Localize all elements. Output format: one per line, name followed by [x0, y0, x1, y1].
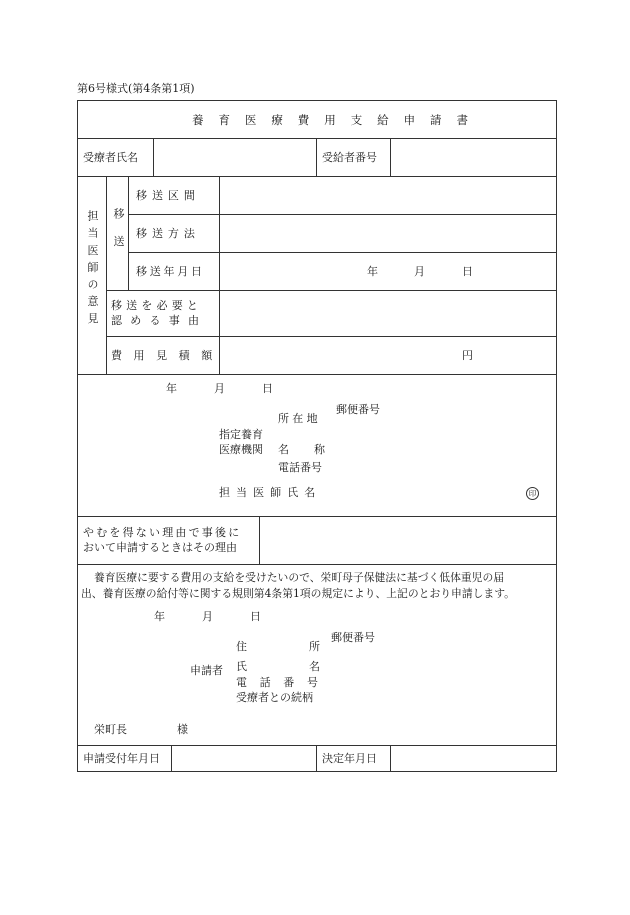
- rule-late-reason: [77, 564, 557, 565]
- institution-name-label-b: 称: [314, 443, 325, 456]
- application-year: 年: [154, 610, 165, 623]
- transport-date-year: 年: [367, 265, 378, 278]
- application-text-line1: 養育医療に要する費用の支給を受けたいので、栄町母子保健法に基づく低体重児の届: [94, 571, 505, 584]
- application-text-line2: 出、養育医療の給付等に関する規則第4条第1項の規定により、上記のとおり申請します。: [81, 587, 515, 600]
- vline-name-3: [390, 138, 391, 176]
- vline-transport: [128, 176, 129, 290]
- rule-section: [128, 214, 557, 215]
- transport-date-label: 移送年月日: [136, 265, 205, 278]
- cost-unit: 円: [462, 349, 473, 362]
- decision-date-label: 決定年月日: [322, 752, 377, 765]
- addressee-honorific: 様: [177, 723, 188, 736]
- application-month: 月: [202, 610, 213, 623]
- transport-method-label: 移送方法: [136, 227, 200, 240]
- recipient-number-field[interactable]: [394, 142, 552, 172]
- institution-month: 月: [214, 382, 225, 395]
- reason-field[interactable]: [223, 294, 553, 332]
- applicant-address-label-b: 所: [309, 640, 320, 653]
- institution-location-label: 所在地: [278, 412, 321, 425]
- vline-late-reason: [259, 516, 260, 564]
- decision-date-field[interactable]: [394, 749, 552, 768]
- applicant-label: 申請者: [190, 664, 223, 677]
- recipient-number-label: 受給者番号: [322, 151, 377, 164]
- table-border-left: [77, 100, 78, 772]
- cost-estimate-label: 費用見積額: [111, 349, 224, 362]
- patient-name-label: 受療者氏名: [83, 151, 138, 164]
- institution-phone-label: 電話番号: [278, 461, 322, 474]
- page-title: 養育医療費用支給申請書: [192, 113, 483, 127]
- rule-institution: [77, 516, 557, 517]
- designated-institution-label-2: 医療機関: [219, 443, 263, 456]
- rule-name: [77, 176, 557, 177]
- table-border-bottom: [77, 771, 557, 772]
- table-border-right: [556, 100, 557, 772]
- form-number: 第6号様式(第4条第1項): [77, 82, 195, 95]
- vline-opinion-value: [219, 176, 220, 374]
- late-reason-field[interactable]: [263, 520, 553, 560]
- applicant-postal-label: 郵便番号: [331, 631, 375, 644]
- transport-method-field[interactable]: [223, 218, 553, 248]
- transport-label: 移送: [112, 208, 125, 263]
- late-reason-label-line1: やむを得ない理由で事後に: [83, 526, 242, 539]
- transport-section-field[interactable]: [223, 180, 553, 210]
- rule-cost: [77, 374, 557, 375]
- received-date-label: 申請受付年月日: [83, 752, 160, 765]
- vline-footer-1: [171, 745, 172, 772]
- received-date-field[interactable]: [175, 749, 312, 768]
- transport-date-day: 日: [462, 265, 473, 278]
- attending-doctor-name-label: 担当医師氏名: [219, 486, 322, 499]
- rule-reason: [106, 336, 557, 337]
- applicant-name-label-a: 氏: [236, 660, 247, 673]
- transport-section-label: 移送区間: [136, 189, 200, 202]
- relation-to-patient-label: 受療者との続柄: [236, 691, 313, 704]
- reason-label-line1: 移送を必要と: [111, 299, 203, 312]
- transport-date-month: 月: [414, 265, 425, 278]
- vline-name-1: [153, 138, 154, 176]
- table-border-top: [77, 100, 557, 101]
- rule-method: [128, 252, 557, 253]
- vline-name-2: [316, 138, 317, 176]
- applicant-address-label-a: 住: [236, 640, 247, 653]
- cost-estimate-field[interactable]: [223, 340, 453, 370]
- rule-application: [77, 745, 557, 746]
- vline-footer-2: [316, 745, 317, 772]
- vline-footer-3: [390, 745, 391, 772]
- rule-title: [77, 138, 557, 139]
- applicant-name-label-b: 名: [309, 660, 320, 673]
- rule-date: [106, 290, 557, 291]
- institution-postal-label: 郵便番号: [336, 403, 380, 416]
- institution-name-label-a: 名: [278, 443, 289, 456]
- patient-name-field[interactable]: [157, 142, 312, 172]
- application-day: 日: [250, 610, 261, 623]
- institution-year: 年: [166, 382, 177, 395]
- reason-label-line2: 認める事由: [111, 314, 208, 327]
- applicant-phone-label: 電話番号: [236, 676, 331, 689]
- seal-mark: 印: [526, 487, 539, 500]
- institution-day: 日: [262, 382, 273, 395]
- doctor-opinion-label: 担当医師の意見: [86, 210, 99, 330]
- designated-institution-label-1: 指定養育: [219, 428, 263, 441]
- late-reason-label-line2: おいて申請するときはその理由: [83, 541, 237, 554]
- vline-opinion-side: [106, 176, 107, 374]
- addressee: 栄町長: [94, 723, 127, 736]
